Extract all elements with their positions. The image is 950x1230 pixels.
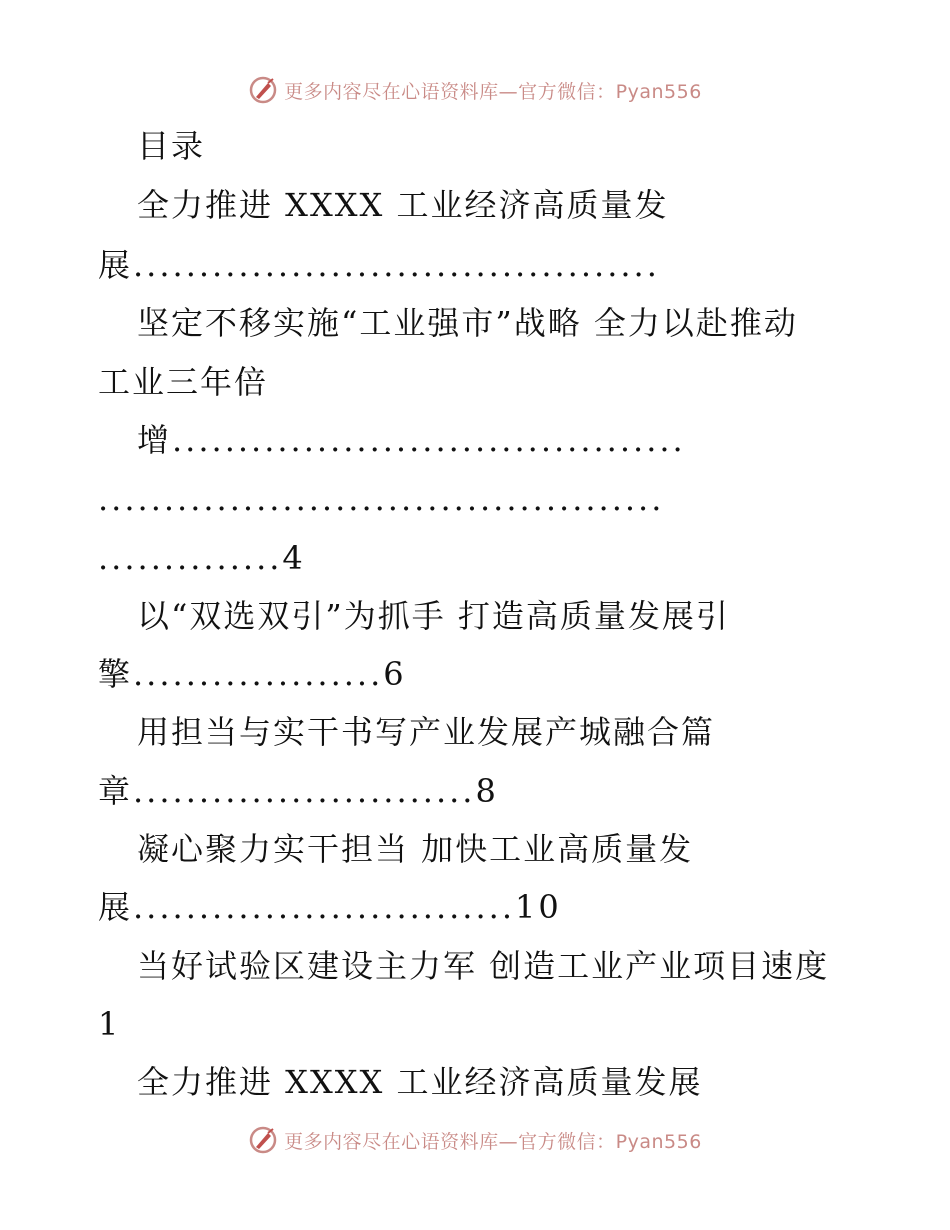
toc-line: 以“双选双引”为抓手 打造高质量发展引 xyxy=(137,597,730,635)
toc-line: 用担当与实干书写产业发展产城融合篇 xyxy=(137,713,716,751)
watermark-header xyxy=(0,70,950,110)
toc-line: 擎...................6 xyxy=(98,655,407,693)
watermark-footer xyxy=(0,1120,950,1160)
toc-line: 凝心聚力实干担当 加快工业高质量发 xyxy=(137,830,694,868)
toc-line: 全力推进 XXXX 工业经济高质量发展 xyxy=(137,1063,703,1101)
watermark-text: 更多内容尽在心语资料库—官方微信：Pyan556 xyxy=(284,1130,702,1153)
toc-line: 当好试验区建设主力军 创造工业产业项目速度 xyxy=(137,947,830,985)
toc-line: 展.............................10 xyxy=(98,888,562,926)
toc-line: 坚定不移实施“工业强市”战略 全力以赴推动 xyxy=(137,304,798,342)
toc-line: 增....................................... xyxy=(137,421,686,459)
toc-line: 展........................................ xyxy=(98,246,660,284)
toc-line: 章..........................8 xyxy=(98,772,499,810)
toc-line: ........................................... xyxy=(98,480,665,518)
watermark-text: 更多内容尽在心语资料库—官方微信：Pyan556 xyxy=(284,80,702,103)
quill-pen-logo-icon xyxy=(248,75,278,105)
toc-title: 目录 xyxy=(137,127,206,165)
toc-line: 工业三年倍 xyxy=(98,363,269,401)
toc-line: 1 xyxy=(98,1005,121,1043)
toc-line: ..............4 xyxy=(98,539,306,577)
quill-pen-logo-icon xyxy=(248,1125,278,1155)
toc-line: 全力推进 XXXX 工业经济高质量发 xyxy=(137,186,669,224)
